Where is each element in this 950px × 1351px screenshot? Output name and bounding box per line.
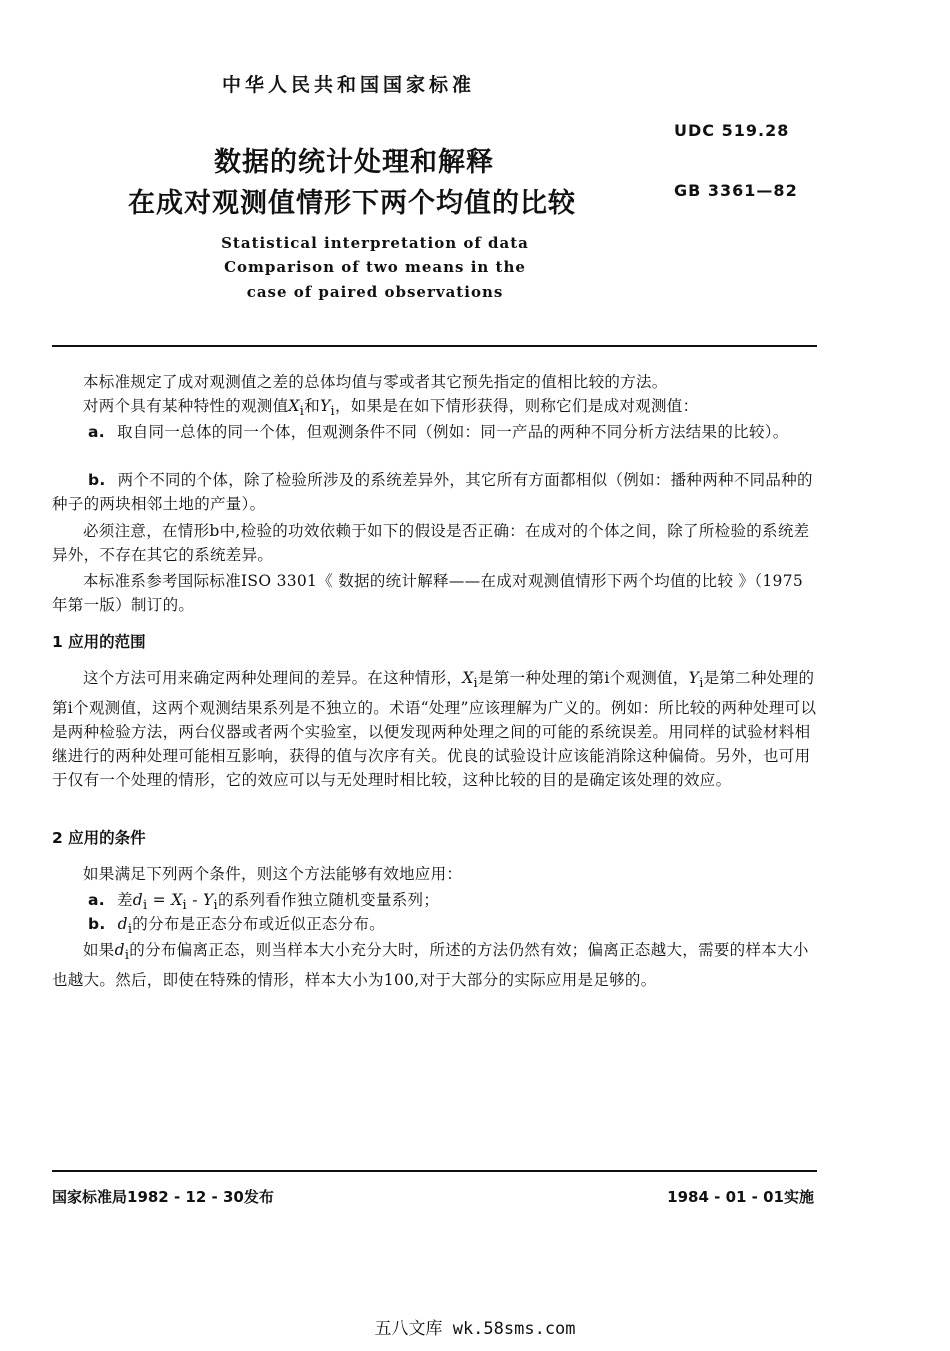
intro-paragraph-2: 对两个具有某种特性的观测值$X_i$和$Y_i$，如果是在如下情形获得，则称它们是成对观测值： bbox=[83, 397, 699, 420]
effective-date: 1984 - 01 - 01实施 bbox=[667, 1188, 814, 1206]
intro-paragraph-3: 必须注意，在情形b中,检验的功效依赖于如下的假设是否正确：在成对的个体之间，除了所检验的系统差异外，不存在其它的系统差异。 bbox=[52, 522, 810, 564]
issue-date: 国家标准局1982 - 12 - 30发布 bbox=[52, 1188, 274, 1206]
english-title-line-2: Comparison of two means in the bbox=[224, 258, 526, 276]
section-1-paragraph: 这个方法可用来确定两种处理间的差异。在这种情形，$X_i$是第一种处理的第i个观测值，$Y_i$是第二种处理的第i个观测值，这两个观测结果系列是不独立的。术语“处理”应该理解为广义的。例如：所比较的两种处理可以是两种检验方法，两台仪器或者两个实验室，以便发现两种处理之间的可能的系统误差。用同样的试验材料相继进行的两种处理可能相互影响，获得的值与次序有关。优良的试验设计应该能消除这种偏倚。另外，也可用于仅有一个处理的情形，它的效应可以与无处理时相比较，这种比较的目的是确定该处理的效应。 bbox=[52, 669, 817, 790]
title-line-1: 数据的统计处理和解释 bbox=[214, 147, 494, 178]
section-2-paragraph-2: 如果$d_i$的分布偏离正态，则当样本大小充分大时，所述的方法仍然有效；偏离正态越大，需要的样本大小也越大。然后，即使在特殊的情形，样本大小为100,对于大部分的实际应用是足够的。 bbox=[52, 941, 809, 990]
title-line-2: 在成对观测值情形下两个均值的比较 bbox=[128, 188, 576, 219]
intro-paragraph-1: 本标准规定了成对观测值之差的总体均值与零或者其它预先指定的值相比较的方法。 bbox=[83, 373, 668, 391]
section-2-heading: 2 应用的条件 bbox=[52, 829, 146, 847]
intro-item-a: a. 取自同一总体的同一个体，但观测条件不同（例如：同一产品的两种不同分析方法结果的比较）。 bbox=[88, 423, 789, 441]
section-1-heading: 1 应用的范围 bbox=[52, 633, 146, 651]
udc-code: UDC 519.28 bbox=[674, 121, 790, 140]
section-2-item-a: a. 差$d_i = X_i - Y_i$的系列看作独立随机变量系列； bbox=[88, 891, 440, 914]
footer-divider bbox=[52, 1170, 817, 1172]
english-title-line-3: case of paired observations bbox=[246, 283, 504, 301]
english-title-line-1: Statistical interpretation of data bbox=[221, 234, 529, 252]
intro-item-b: b. 两个不同的个体，除了检验所涉及的系统差异外，其它所有方面都相似（例如：播种两种不同品种的种子的两块相邻土地的产量）。 bbox=[52, 471, 813, 513]
section-2-item-b: b. $d_i$的分布是正态分布或近似正态分布。 bbox=[88, 915, 386, 938]
watermark-text: 五八文库 wk.58sms.com bbox=[374, 1319, 576, 1339]
gb-code: GB 3361—82 bbox=[674, 181, 798, 200]
intro-paragraph-4: 本标准系参考国际标准ISO 3301《 数据的统计解释——在成对观测值情形下两个均值的比较 》（1975年第一版）制订的。 bbox=[52, 572, 803, 614]
national-standard-label: 中华人民共和国国家标准 bbox=[222, 74, 476, 96]
header-divider bbox=[52, 345, 817, 347]
section-2-paragraph-1: 如果满足下列两个条件，则这个方法能够有效地应用： bbox=[83, 865, 463, 883]
